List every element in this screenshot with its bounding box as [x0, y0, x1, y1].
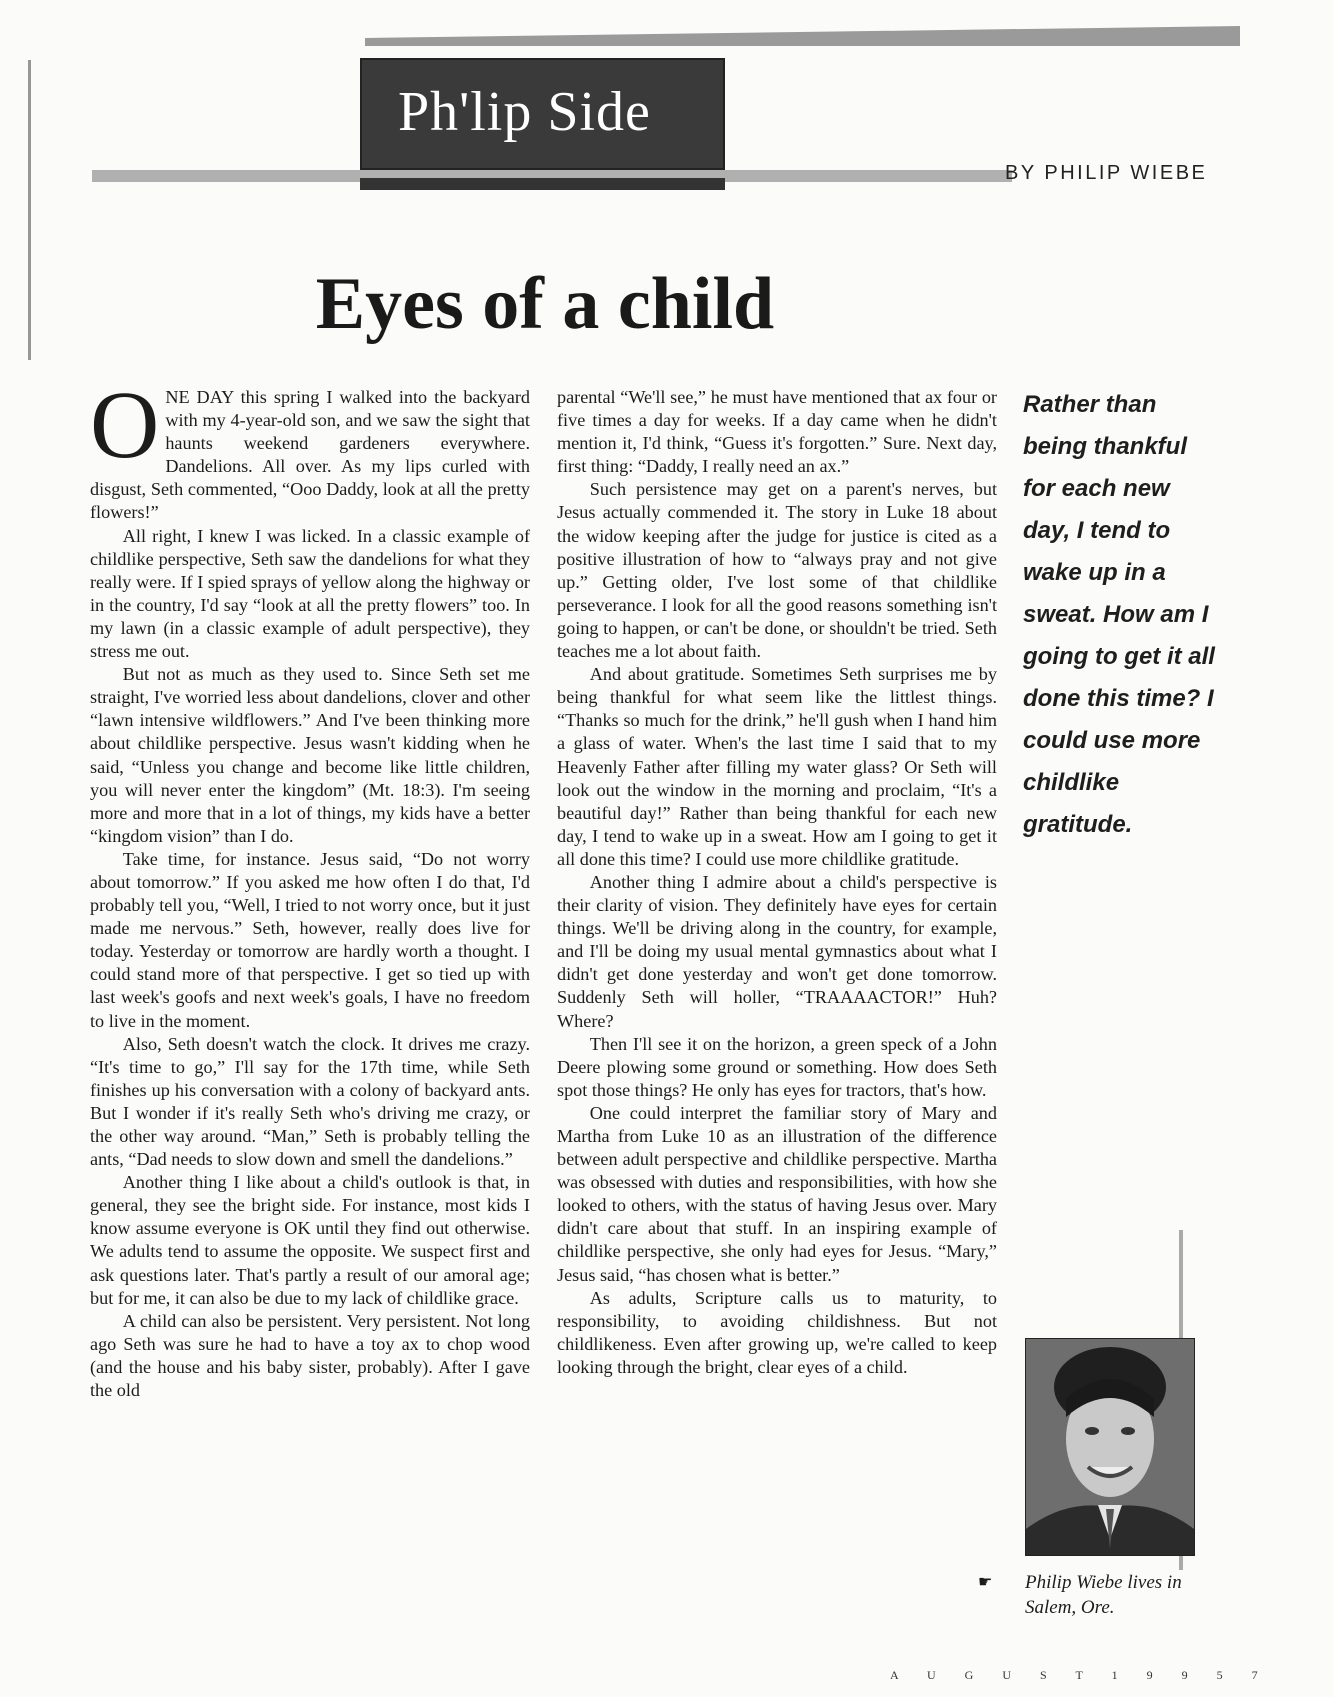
portrait-icon	[1026, 1339, 1194, 1555]
paragraph: As adults, Scripture calls us to maturity, to responsibility, to avoiding childishness. But not childlikeness. Even after growing up, we're called to keep looking through the bright, clear eyes of a child.	[557, 1287, 997, 1377]
column-title: Ph'lip Side	[398, 81, 651, 143]
paragraph: Such persistence may get on a parent's nerves, but Jesus actually commended it. The story in Luke 18 about the widow keeping after the judge for justice is cited as a positive illustration of how to “always pray and not give up.” Getting older, I've lost some of that childlike perseverance. I look for all the good reasons something isn't going to happen, or can't be done, or shouldn't be tried. Seth teaches me a lot about faith.	[557, 479, 997, 662]
paragraph: ONE DAY this spring I walked into the backyard with my 4-year-old son, and we saw the sight that haunts weekend gardeners everywhere. Dandelions. All over. As my lips curled with disgust, Seth commented, “Ooo Daddy, look at all the pretty flowers!”	[90, 371, 530, 523]
paragraph: And about gratitude. Sometimes Seth surprises me by being thankful for what seem like the littlest things. “Thanks so much for the drink,” he'll gush when I hand him a glass of water. When's the last time I said that to my Heavenly Father after filling my water glass? Or Seth will look out the window in the morning and proclaim, “It's a beautiful day!” Rather than being thankful for each new day, I tend to wake up in a sweat. How am I going to get it all done this time? I could use more childlike gratitude.	[557, 664, 997, 869]
page-footer: A U G U S T 1 9 9 5 7	[890, 1668, 1271, 1682]
top-rule	[365, 26, 1240, 46]
paragraph: parental “We'll see,” he must have mentioned that ax four or five times a day for weeks. If a day came when he didn't mention it, I'd think, “Guess it's forgotten.” Sure. Next day, first thing: “Daddy, I really need an ax.”	[557, 387, 997, 477]
article-column-2	[557, 386, 997, 1379]
masthead-rule	[360, 178, 725, 190]
paragraph: Also, Seth doesn't watch the clock. It drives me crazy. “It's time to go,” I'll say for the 17th time, while Seth finishes up his conversation with a colony of backyard ants. But I wonder if it's really Seth who's driving me crazy, or the other way around. “Man,” Seth is probably telling the ants, “Dad needs to slow down and smell the dandelions.”	[90, 1033, 530, 1170]
paragraph: Take time, for instance. Jesus said, “Do not worry about tomorrow.” If you asked me how often I do that, I'd probably tell you, “Well, I tried to not worry once, but it just made me nervous.” Seth, however, really does live for today. Yesterday or tomorrow are hardly worth a thought. I could stand more of that perspective. I get so tied up with last week's goofs and next week's goals, I have no freedom to live in the moment.	[90, 848, 530, 1031]
paragraph: A child can also be persistent. Very persistent. Not long ago Seth was sure he had to have a toy ax to chop wood (and the house and his baby sister, probably). After I gave the old	[90, 1310, 530, 1401]
drop-cap: O	[90, 371, 160, 478]
photo-caption: Philip Wiebe lives in Salem, Ore.	[1025, 1572, 1182, 1618]
paragraph: Then I'll see it on the horizon, a green speck of a John Deere plowing some ground or something. How does Seth spot those things? He only has eyes for tractors, that's how.	[557, 1033, 997, 1100]
column-masthead	[360, 58, 725, 170]
paragraph: Another thing I like about a child's outlook is that, in general, they see the bright side. For instance, most kids I know assume everyone is OK until they find out otherwise. We adults tend to assume the opposite. We suspect first and ask questions later. That's partly a result of our amoral age; but for me, it can also be due to my lack of childlike grace.	[90, 1172, 530, 1308]
author-photo	[1025, 1338, 1195, 1556]
paragraph: But not as much as they used to. Since Seth set me straight, I've worried less about dandelions, clover and other “lawn intensive wildflowers.” And I've been thinking more about childlike perspective. Jesus wasn't kidding when he said, “Unless you change and become like little children, you will never enter the kingdom” (Mt. 18:3). I'm seeing more and more that in a lot of things, my kids have a better “kingdom vision” than I do.	[90, 664, 530, 846]
paragraph: Another thing I admire about a child's perspective is their clarity of vision. They definitely have eyes for certain things. We'll be driving along in the country, for example, and I'll be doing my usual mental gymnastics about what I didn't get done yesterday and won't get done tomorrow. Suddenly Seth will holler, “TRAAAACTOR!” Huh? Where?	[557, 871, 997, 1031]
headline: Eyes of a child	[315, 263, 775, 345]
article-column-1	[90, 371, 530, 1402]
paragraph: All right, I knew I was licked. In a classic example of childlike perspective, Seth saw the dandelions for what they really were. If I spied sprays of yellow along the highway or in the country, I'd say “look at all the pretty flowers” too. In my lawn (in a classic example of adult perspective), they stress me out.	[90, 525, 530, 662]
byline: BY PHILIP WIEBE	[1005, 162, 1208, 184]
end-mark-icon: ☛	[978, 1574, 993, 1591]
paragraph: One could interpret the familiar story of Mary and Martha from Luke 10 as an illustration of the difference between adult perspective and childlike perspective. Martha was obsessed with duties and responsibilities, with how she looked to others, with the status of having Jesus over. Mary didn't care about that stuff. In an inspiring example of childlike perspective, she only had eyes for Jesus. “Mary,” Jesus said, “has chosen what is better.”	[557, 1102, 997, 1285]
pull-quote: Rather than being thankful for each new day, I tend to wake up in a sweat. How am I going to get it all done this time? I could use more childlike gratitude.	[1023, 391, 1215, 838]
